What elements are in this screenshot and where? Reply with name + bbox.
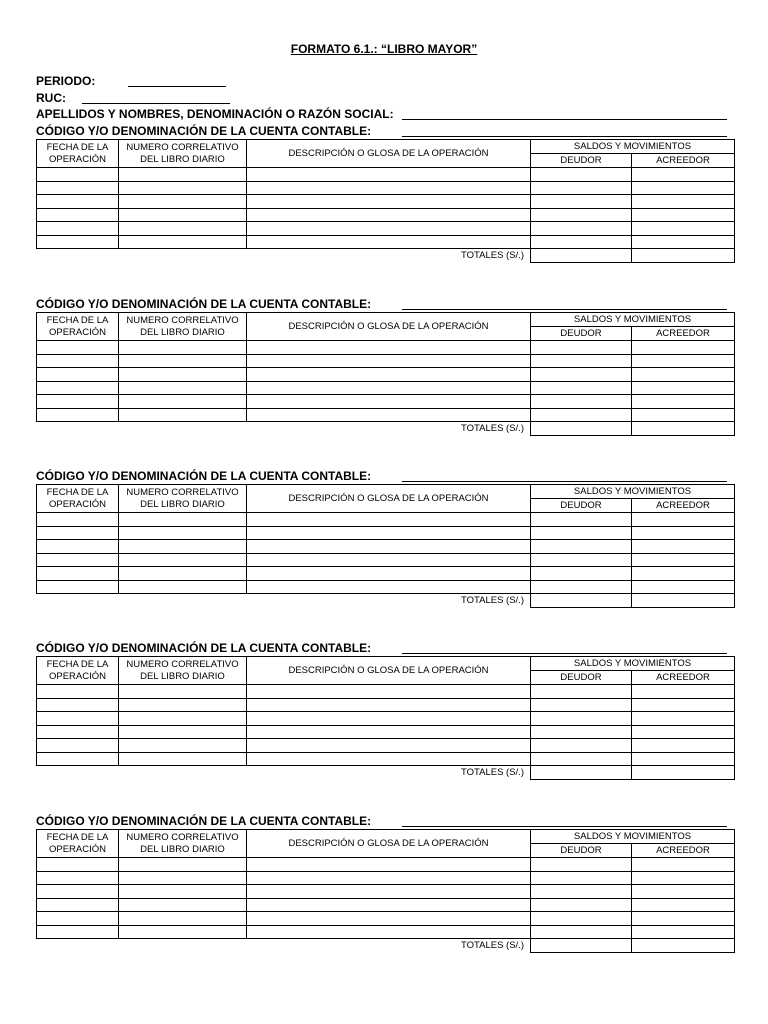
table-cell[interactable]: [247, 567, 531, 581]
table-cell[interactable]: [632, 208, 735, 222]
table-cell[interactable]: [632, 752, 735, 766]
table-cell[interactable]: [37, 580, 119, 594]
header-fecha: FECHA DE LA OPERACIÓN: [37, 313, 119, 341]
header-deudor: DEUDOR: [531, 844, 632, 858]
table-cell[interactable]: [119, 885, 247, 899]
table-cell[interactable]: [37, 540, 119, 554]
table-cell[interactable]: [247, 395, 531, 409]
table-cell[interactable]: [632, 513, 735, 527]
header-saldos: SALDOS Y MOVIMIENTOS: [531, 313, 735, 327]
header-saldos: SALDOS Y MOVIMIENTOS: [531, 485, 735, 499]
table-cell[interactable]: [247, 871, 531, 885]
table-cell[interactable]: [247, 752, 531, 766]
account-label: CÓDIGO Y/O DENOMINACIÓN DE LA CUENTA CONTABLE:: [36, 641, 372, 655]
table-cell[interactable]: [247, 925, 531, 939]
table-cell[interactable]: [37, 553, 119, 567]
totals-spacer: [37, 249, 247, 263]
totals-spacer: [37, 766, 247, 780]
header-descripcion: DESCRIPCIÓN O GLOSA DE LA OPERACIÓN: [247, 485, 531, 513]
total-deudor-cell[interactable]: [531, 594, 632, 608]
nombres-label: APELLIDOS Y NOMBRES, DENOMINACIÓN O RAZÓN SOCIAL:: [36, 107, 394, 121]
table-cell[interactable]: [37, 698, 119, 712]
table-cell[interactable]: [632, 395, 735, 409]
table-cell[interactable]: [632, 885, 735, 899]
table-cell[interactable]: [37, 871, 119, 885]
table-cell[interactable]: [247, 408, 531, 422]
table-cell[interactable]: [37, 381, 119, 395]
ledger-table: [36, 312, 735, 436]
table-cell[interactable]: [247, 580, 531, 594]
table-row: [37, 580, 735, 594]
table-cell[interactable]: [119, 208, 247, 222]
table-cell[interactable]: [119, 235, 247, 249]
table-cell[interactable]: [632, 195, 735, 209]
header-descripcion: DESCRIPCIÓN O GLOSA DE LA OPERACIÓN: [247, 657, 531, 685]
table-row: [37, 181, 735, 195]
table-cell[interactable]: [119, 513, 247, 527]
table-cell[interactable]: [531, 526, 632, 540]
table-cell[interactable]: [247, 341, 531, 355]
header-fecha: FECHA DE LA OPERACIÓN: [37, 140, 119, 168]
table-cell[interactable]: [247, 553, 531, 567]
account-field[interactable]: [402, 481, 727, 482]
table-cell[interactable]: [247, 368, 531, 382]
total-deudor-cell[interactable]: [531, 422, 632, 436]
table-cell[interactable]: [37, 858, 119, 872]
header-fecha: FECHA DE LA OPERACIÓN: [37, 485, 119, 513]
table-cell[interactable]: [37, 208, 119, 222]
table-cell[interactable]: [119, 567, 247, 581]
table-cell[interactable]: [37, 885, 119, 899]
header-saldos: SALDOS Y MOVIMIENTOS: [531, 140, 735, 154]
table-cell[interactable]: [37, 712, 119, 726]
table-cell[interactable]: [632, 712, 735, 726]
table-cell[interactable]: [37, 181, 119, 195]
table-cell[interactable]: [247, 885, 531, 899]
account-field[interactable]: [402, 309, 727, 310]
table-cell[interactable]: [247, 168, 531, 182]
table-cell[interactable]: [247, 208, 531, 222]
header-saldos: SALDOS Y MOVIMIENTOS: [531, 657, 735, 671]
table-cell[interactable]: [632, 222, 735, 236]
header-numero: NUMERO CORRELATIVO DEL LIBRO DIARIO: [119, 313, 247, 341]
table-cell[interactable]: [37, 222, 119, 236]
table-cell[interactable]: [632, 567, 735, 581]
table-cell[interactable]: [37, 685, 119, 699]
table-cell[interactable]: [37, 235, 119, 249]
ledger-table: [36, 656, 735, 780]
header-acreedor: ACREEDOR: [632, 671, 735, 685]
ledger-table: [36, 139, 735, 263]
table-cell[interactable]: [37, 925, 119, 939]
table-row: [37, 752, 735, 766]
table-cell[interactable]: [632, 871, 735, 885]
table-cell[interactable]: [119, 395, 247, 409]
ledger-table: [36, 484, 735, 608]
table-cell[interactable]: [37, 739, 119, 753]
table-cell[interactable]: [37, 567, 119, 581]
header-descripcion: DESCRIPCIÓN O GLOSA DE LA OPERACIÓN: [247, 313, 531, 341]
table-cell[interactable]: [119, 381, 247, 395]
table-cell[interactable]: [531, 580, 632, 594]
table-cell[interactable]: [531, 925, 632, 939]
header-acreedor: ACREEDOR: [632, 844, 735, 858]
table-cell[interactable]: [37, 195, 119, 209]
table-cell[interactable]: [37, 725, 119, 739]
table-cell[interactable]: [119, 912, 247, 926]
table-row: [37, 858, 735, 872]
table-cell[interactable]: [632, 553, 735, 567]
table-row: [37, 395, 735, 409]
table-cell[interactable]: [531, 354, 632, 368]
header-deudor: DEUDOR: [531, 671, 632, 685]
table-cell[interactable]: [119, 925, 247, 939]
table-row: [37, 553, 735, 567]
table-cell[interactable]: [247, 526, 531, 540]
table-cell[interactable]: [37, 368, 119, 382]
table-cell[interactable]: [632, 540, 735, 554]
table-cell[interactable]: [247, 858, 531, 872]
table-cell[interactable]: [632, 368, 735, 382]
table-cell[interactable]: [247, 181, 531, 195]
periodo-field[interactable]: [128, 86, 226, 87]
account-label: CÓDIGO Y/O DENOMINACIÓN DE LA CUENTA CONTABLE:: [36, 297, 372, 311]
total-acreedor-cell[interactable]: [632, 766, 735, 780]
table-cell[interactable]: [119, 526, 247, 540]
table-cell[interactable]: [247, 739, 531, 753]
table-cell[interactable]: [119, 712, 247, 726]
totals-label: TOTALES (S/.): [247, 766, 531, 780]
total-acreedor-cell[interactable]: [632, 594, 735, 608]
table-cell[interactable]: [632, 739, 735, 753]
table-cell[interactable]: [531, 739, 632, 753]
totals-spacer: [37, 594, 247, 608]
table-row: [37, 567, 735, 581]
ledger-table: [36, 829, 735, 953]
header-numero: NUMERO CORRELATIVO DEL LIBRO DIARIO: [119, 485, 247, 513]
total-acreedor-cell[interactable]: [632, 939, 735, 953]
table-cell[interactable]: [531, 395, 632, 409]
totals-label: TOTALES (S/.): [247, 594, 531, 608]
table-cell[interactable]: [531, 871, 632, 885]
table-cell[interactable]: [119, 752, 247, 766]
table-cell[interactable]: [531, 712, 632, 726]
table-cell[interactable]: [119, 368, 247, 382]
table-cell[interactable]: [531, 368, 632, 382]
header-descripcion: DESCRIPCIÓN O GLOSA DE LA OPERACIÓN: [247, 140, 531, 168]
table-cell[interactable]: [37, 395, 119, 409]
totals-label: TOTALES (S/.): [247, 422, 531, 436]
table-cell[interactable]: [119, 685, 247, 699]
table-cell[interactable]: [531, 208, 632, 222]
table-cell[interactable]: [119, 898, 247, 912]
account-field[interactable]: [402, 136, 727, 137]
table-row: [37, 725, 735, 739]
table-row: [37, 381, 735, 395]
table-cell[interactable]: [119, 222, 247, 236]
table-cell[interactable]: [632, 898, 735, 912]
table-cell[interactable]: [632, 341, 735, 355]
account-field[interactable]: [402, 826, 727, 827]
table-cell[interactable]: [37, 408, 119, 422]
table-cell[interactable]: [632, 685, 735, 699]
table-cell[interactable]: [531, 698, 632, 712]
table-cell[interactable]: [632, 698, 735, 712]
table-cell[interactable]: [531, 858, 632, 872]
table-cell[interactable]: [247, 712, 531, 726]
total-deudor-cell[interactable]: [531, 939, 632, 953]
header-fecha: FECHA DE LA OPERACIÓN: [37, 830, 119, 858]
table-row: [37, 235, 735, 249]
table-cell[interactable]: [632, 526, 735, 540]
account-label: CÓDIGO Y/O DENOMINACIÓN DE LA CUENTA CONTABLE:: [36, 124, 372, 138]
table-cell[interactable]: [531, 752, 632, 766]
table-cell[interactable]: [37, 526, 119, 540]
table-cell[interactable]: [247, 540, 531, 554]
table-row: [37, 168, 735, 182]
table-cell[interactable]: [632, 181, 735, 195]
table-row: [37, 195, 735, 209]
header-acreedor: ACREEDOR: [632, 499, 735, 513]
table-row: [37, 368, 735, 382]
table-cell[interactable]: [119, 181, 247, 195]
table-cell[interactable]: [632, 858, 735, 872]
nombres-field[interactable]: [402, 119, 727, 120]
periodo-label: PERIODO:: [36, 74, 96, 88]
table-cell[interactable]: [531, 513, 632, 527]
table-cell[interactable]: [531, 898, 632, 912]
table-cell[interactable]: [531, 235, 632, 249]
table-cell[interactable]: [119, 168, 247, 182]
table-row: [37, 898, 735, 912]
header-deudor: DEUDOR: [531, 327, 632, 341]
table-cell[interactable]: [37, 354, 119, 368]
table-cell[interactable]: [119, 725, 247, 739]
table-row: [37, 685, 735, 699]
table-cell[interactable]: [37, 898, 119, 912]
table-cell[interactable]: [37, 912, 119, 926]
table-cell[interactable]: [119, 341, 247, 355]
table-row: [37, 885, 735, 899]
totals-label: TOTALES (S/.): [247, 939, 531, 953]
account-label: CÓDIGO Y/O DENOMINACIÓN DE LA CUENTA CONTABLE:: [36, 814, 372, 828]
table-row: [37, 925, 735, 939]
table-row: [37, 871, 735, 885]
totals-spacer: [37, 422, 247, 436]
header-deudor: DEUDOR: [531, 154, 632, 168]
table-cell[interactable]: [531, 885, 632, 899]
table-row: [37, 526, 735, 540]
table-row: [37, 540, 735, 554]
table-cell[interactable]: [37, 752, 119, 766]
header-numero: NUMERO CORRELATIVO DEL LIBRO DIARIO: [119, 140, 247, 168]
table-cell[interactable]: [247, 912, 531, 926]
account-label: CÓDIGO Y/O DENOMINACIÓN DE LA CUENTA CONTABLE:: [36, 469, 372, 483]
table-cell[interactable]: [119, 553, 247, 567]
table-cell[interactable]: [247, 222, 531, 236]
table-cell[interactable]: [632, 725, 735, 739]
table-row: [37, 513, 735, 527]
table-cell[interactable]: [531, 222, 632, 236]
table-cell[interactable]: [531, 341, 632, 355]
table-cell[interactable]: [632, 381, 735, 395]
table-row: [37, 354, 735, 368]
table-cell[interactable]: [632, 168, 735, 182]
table-cell[interactable]: [531, 381, 632, 395]
table-cell[interactable]: [247, 235, 531, 249]
table-cell[interactable]: [531, 685, 632, 699]
table-cell[interactable]: [37, 513, 119, 527]
table-cell[interactable]: [119, 408, 247, 422]
table-row: [37, 739, 735, 753]
table-cell[interactable]: [531, 725, 632, 739]
table-cell[interactable]: [632, 925, 735, 939]
header-saldos: SALDOS Y MOVIMIENTOS: [531, 830, 735, 844]
page-title: FORMATO 6.1.: “LIBRO MAYOR”: [290, 42, 478, 56]
table-cell[interactable]: [531, 181, 632, 195]
table-cell[interactable]: [531, 540, 632, 554]
table-cell[interactable]: [247, 381, 531, 395]
table-cell[interactable]: [37, 168, 119, 182]
table-cell[interactable]: [247, 685, 531, 699]
table-cell[interactable]: [247, 513, 531, 527]
table-cell[interactable]: [119, 858, 247, 872]
header-acreedor: ACREEDOR: [632, 154, 735, 168]
table-cell[interactable]: [531, 168, 632, 182]
table-cell[interactable]: [119, 195, 247, 209]
table-cell[interactable]: [531, 195, 632, 209]
table-cell[interactable]: [531, 567, 632, 581]
table-cell[interactable]: [119, 739, 247, 753]
table-cell[interactable]: [247, 698, 531, 712]
table-cell[interactable]: [37, 341, 119, 355]
table-cell[interactable]: [632, 912, 735, 926]
total-deudor-cell[interactable]: [531, 249, 632, 263]
table-cell[interactable]: [632, 408, 735, 422]
header-acreedor: ACREEDOR: [632, 327, 735, 341]
header-deudor: DEUDOR: [531, 499, 632, 513]
totals-label: TOTALES (S/.): [247, 249, 531, 263]
table-cell[interactable]: [119, 540, 247, 554]
table-row: [37, 712, 735, 726]
account-field[interactable]: [402, 653, 727, 654]
total-acreedor-cell[interactable]: [632, 249, 735, 263]
table-cell[interactable]: [632, 354, 735, 368]
table-row: [37, 698, 735, 712]
total-acreedor-cell[interactable]: [632, 422, 735, 436]
totals-spacer: [37, 939, 247, 953]
table-row: [37, 222, 735, 236]
header-descripcion: DESCRIPCIÓN O GLOSA DE LA OPERACIÓN: [247, 830, 531, 858]
total-deudor-cell[interactable]: [531, 766, 632, 780]
table-row: [37, 912, 735, 926]
table-cell[interactable]: [119, 354, 247, 368]
table-cell[interactable]: [119, 871, 247, 885]
table-cell[interactable]: [632, 235, 735, 249]
table-row: [37, 208, 735, 222]
table-cell[interactable]: [531, 553, 632, 567]
header-numero: NUMERO CORRELATIVO DEL LIBRO DIARIO: [119, 657, 247, 685]
ruc-label: RUC:: [36, 91, 66, 105]
table-cell[interactable]: [247, 195, 531, 209]
table-cell[interactable]: [531, 912, 632, 926]
table-cell[interactable]: [531, 408, 632, 422]
header-numero: NUMERO CORRELATIVO DEL LIBRO DIARIO: [119, 830, 247, 858]
table-row: [37, 341, 735, 355]
table-cell[interactable]: [632, 580, 735, 594]
table-cell[interactable]: [247, 898, 531, 912]
table-cell[interactable]: [247, 354, 531, 368]
table-row: [37, 408, 735, 422]
table-cell[interactable]: [247, 725, 531, 739]
table-cell[interactable]: [119, 580, 247, 594]
table-cell[interactable]: [119, 698, 247, 712]
ruc-field[interactable]: [82, 103, 230, 104]
header-fecha: FECHA DE LA OPERACIÓN: [37, 657, 119, 685]
